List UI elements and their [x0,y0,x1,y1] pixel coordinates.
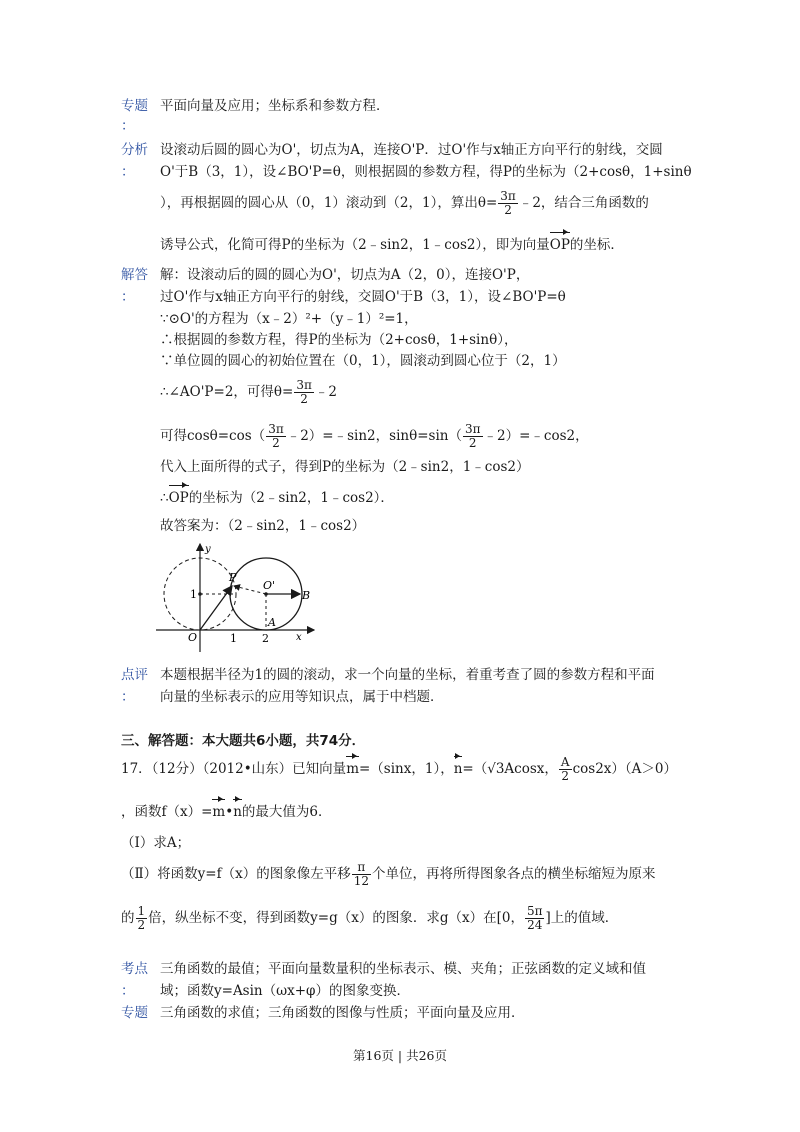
label-y: y [205,544,211,555]
analysis-line-3 [160,190,649,217]
analysis-line-2: O'于B（3，1），设∠BO'P=θ，则根据圆的参数方程，得P的坐标为（2+cosθ，1+sinθ [160,164,692,180]
tick-2: 2 [262,632,269,645]
page-footer: 第16页 | 共26页 [353,1048,447,1063]
fraction-3pi-over-2: $\frac{3\pi}{2}$ [464,422,481,450]
fraction-pi-over-12: $\frac{\pi}{12}$ [353,860,370,888]
analysis-line-4: 诱导公式，化简可得P的坐标为（2﹣sin2，1﹣cos2），即为向量OP的坐标． [160,237,624,253]
topic2-label: 专题 [121,1005,148,1021]
fraction-a-over-2: $\frac{A}{2}$ [560,755,570,783]
vector-op: OP [549,237,570,253]
topic-text: 平面向量及应用；坐标系和参数方程． [160,98,390,114]
q17-line-1: 17．（12分）（2012•山东）已知向量m=（sinx，1），n=（√3Acosx， $\frac{A}{2}$ cos2x）（A＞0） [121,755,677,783]
label-p: P [229,571,237,584]
label-a: A [268,616,276,629]
rolling-circle-figure [152,538,322,654]
colon: ： [121,164,135,180]
solution-label: 解答 [121,267,148,283]
tick-y-1: 1 [190,588,197,601]
section-title: 三、解答题：本大题共6小题，共74分． [121,733,366,749]
solution-line-7: 可得cosθ=cos（ $\frac{3\pi}{2}$ ﹣2）=﹣sin2，sinθ=sin（ $\frac{3\pi}{2}$ ﹣2）=﹣cos2， [160,422,589,450]
fraction-3pi-over-2: $\frac{3\pi}{2}$ [500,189,516,217]
kaodian-label: 考点 [121,961,148,977]
fraction-3pi-over-2: $\frac{3\pi}{2}$ [296,378,312,406]
q17-line-5: 的 $\frac{1}{2}$ 倍，纵坐标不变，得到函数y=g（x）的图象．求g（x）在[0， $\frac{5\pi}{24}$ ]上的值域． [121,904,619,932]
vector-op-arrow [200,586,232,630]
solution-line-8: 代入上面所得的式子，得到P的坐标为（2﹣sin2，1﹣cos2） [160,459,530,475]
label-x: x [296,632,302,643]
topic2-text: 三角函数的求值；三角函数的图像与性质；平面向量及应用． [160,1005,525,1021]
solution-line-1: 解：设滚动后的圆的圆心为O'，切点为A（2，0），连接O'P， [160,267,530,283]
solution-line-6: ∴∠AO'P=2，可得θ= $\frac{3\pi}{2}$ ﹣2 [160,378,337,406]
label-b: B [302,589,311,602]
tick-1: 1 [230,632,237,645]
colon: ： [121,689,135,705]
fraction-3pi-over-2: $\frac{3\pi}{2}$ [268,422,284,450]
colon: ： [121,289,135,305]
solution-line-3: ∵⊙O'的方程为（x﹣2）²+（y﹣1）²=1， [160,311,418,327]
label-o: O [188,631,198,644]
comment-line-2: 向量的坐标表示的应用等知识点，属于中档题． [160,689,444,705]
topic-label: 专题 [121,98,148,114]
vector-m: m [346,761,359,777]
comment-line-1: 本题根据半径为1的圆的滚动，求一个向量的坐标，着重考查了圆的参数方程和平面 [160,667,655,683]
kaodian-line-1: 三角函数的最值；平面向量数量积的坐标表示、模、夹角；正弦函数的定义域和值 [160,961,646,977]
fraction-5pi-over-24: $\frac{5\pi}{24}$ [526,904,543,932]
vector-op: OP [168,490,189,506]
label-o-prime: O' [263,579,276,592]
solution-line-5: ∵单位圆的圆心的初始位置在（0，1），圆滚动到圆心位于（2，1） [160,353,566,369]
vector-n: n [453,761,463,777]
colon: ： [121,118,135,134]
kaodian-line-2: 域；函数y=Asin（ωx+φ）的图象变换． [160,983,411,999]
analysis-line-3b: ﹣2，结合三角函数的 [518,195,649,211]
q17-line-4: （Ⅱ）将函数y=f（x）的图象像左平移 $\frac{\pi}{12}$ 个单位，再将所得图象各点的横坐标缩短为原来 [121,860,656,888]
solution-line-4: ∴根据圆的参数方程，得P的坐标为（2+cosθ，1+sinθ）， [160,332,518,348]
fraction-1-over-2: $\frac{1}{2}$ [137,904,146,932]
comment-label: 点评 [121,667,148,683]
q17-line-3: （Ⅰ）求A； [121,835,191,851]
analysis-label: 分析 [121,142,148,158]
solution-line-9: ∴OP的坐标为（2﹣sin2，1﹣cos2）． [160,490,394,506]
colon: ： [121,983,135,999]
analysis-line-1: 设滚动后圆的圆心为O'，切点为A，连接O'P．过O'作与x轴正方向平行的射线，交圆 [160,142,663,158]
analysis-line-3a: ），再根据圆的圆心从（0，1）滚动到（2，1），算出θ= [160,195,498,211]
q17-line-2: ，函数f（x）=m•n的最大值为6． [121,804,332,820]
solution-line-2: 过O'作与x轴正方向平行的射线，交圆O'于B（3，1），设∠BO'P=θ [160,289,566,305]
solution-line-10: 故答案为：（2﹣sin2，1﹣cos2） [160,518,366,534]
